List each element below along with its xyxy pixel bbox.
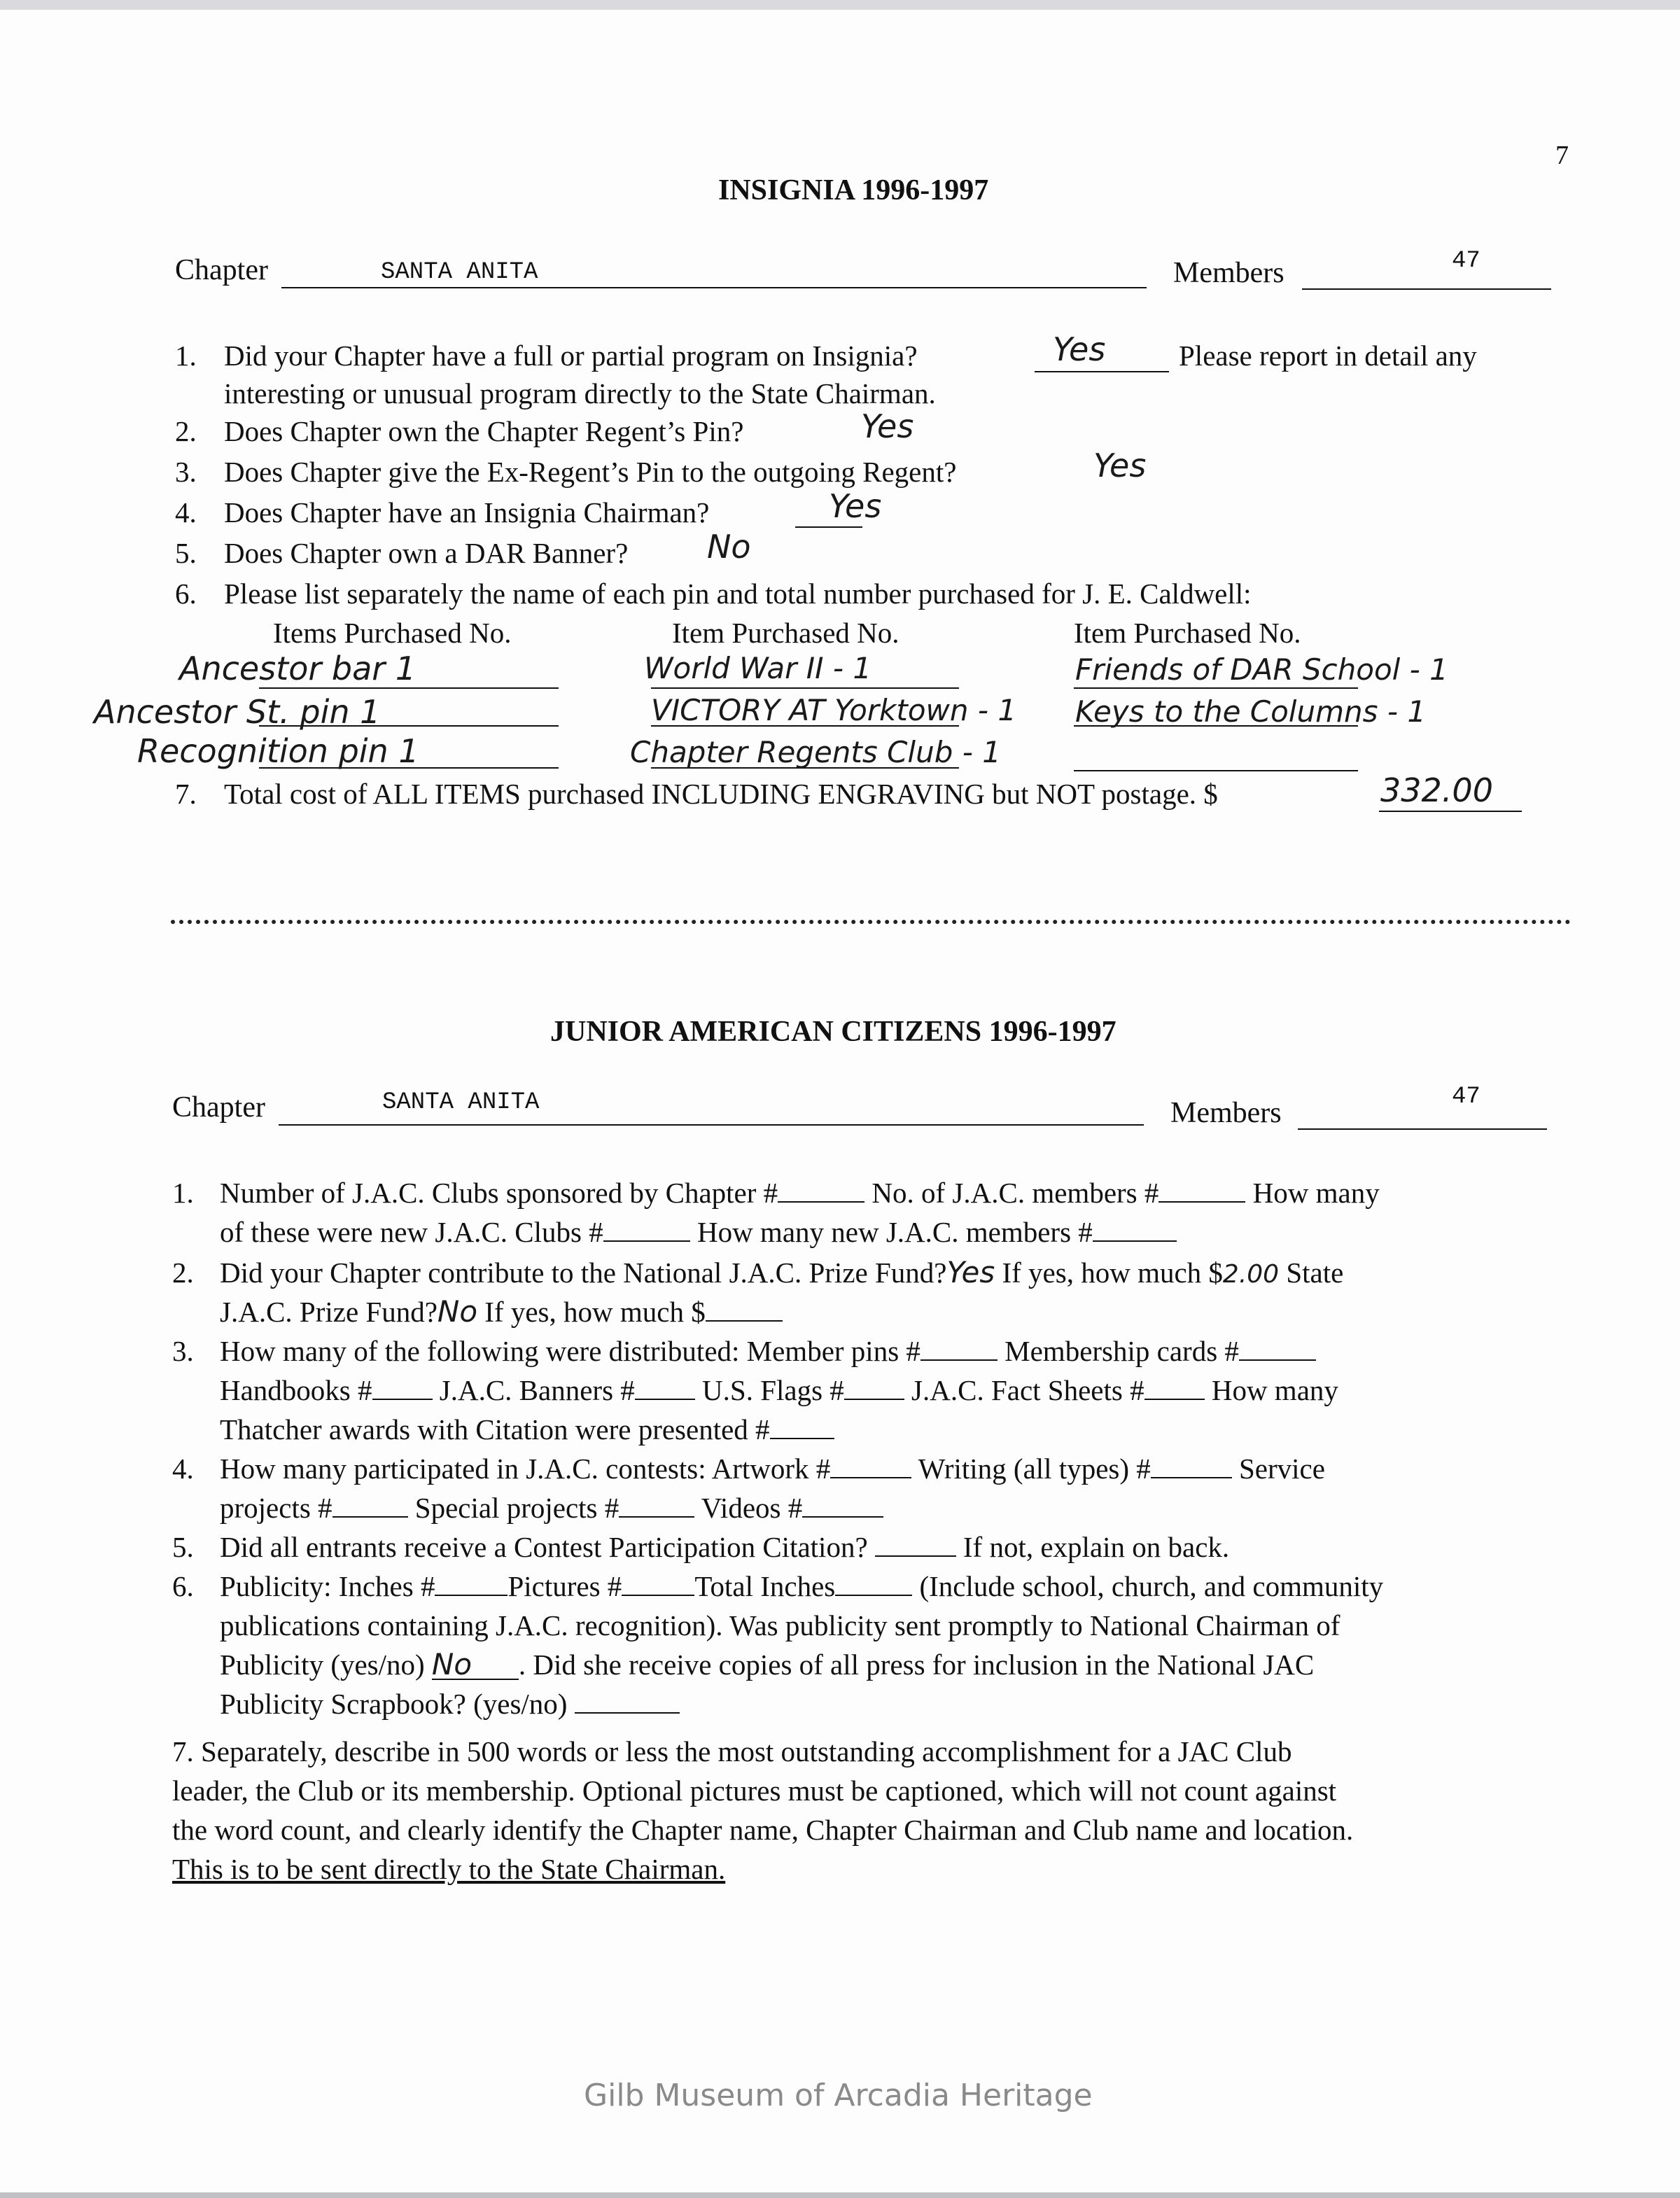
jac-q1-line2 [220, 1212, 1177, 1252]
jac-q2-line2 [220, 1292, 783, 1331]
jac-chapter-label: Chapter [172, 1091, 265, 1124]
jac-q2-answer-yes: Yes [946, 1255, 995, 1289]
insignia-col3-line [1074, 770, 1358, 771]
jac-q3a-text: How many of the following were distributed: Member pins # [220, 1335, 920, 1367]
insignia-q4-text: Does Chapter have an Insignia Chairman? [224, 496, 710, 528]
insignia-q2-number: 2. [175, 415, 197, 447]
insignia-q5-answer: No [707, 528, 751, 566]
jac-q1c-text: How many [1252, 1177, 1380, 1209]
jac-q1a-text: Number of J.A.C. Clubs sponsored by Chapter # [220, 1177, 778, 1209]
jac-q3-factsheets-blank [1144, 1378, 1205, 1400]
jac-q4e-text: Special projects # [414, 1492, 620, 1524]
jac-q4-line2 [220, 1488, 883, 1527]
insignia-q5-text: Does Chapter own a DAR Banner? [224, 537, 629, 569]
insignia-q1-text-line2: interesting or unusual program directly to the State Chairman. [224, 377, 936, 410]
jac-q6-total-blank [835, 1574, 912, 1596]
jac-q3f-text: J.A.C. Fact Sheets # [911, 1374, 1144, 1406]
jac-q3-pins-blank [920, 1338, 997, 1361]
jac-q3h-text: Thatcher awards with Citation were presented # [220, 1413, 770, 1446]
jac-q5b-text: If not, explain on back. [962, 1531, 1230, 1563]
insignia-col3-line [1074, 687, 1358, 689]
insignia-q2-answer: Yes [861, 407, 914, 445]
jac-q3c-text: Handbooks # [220, 1374, 372, 1406]
insignia-col1-header: Items Purchased No. [273, 617, 512, 649]
jac-q6-pictures-blank [622, 1574, 694, 1596]
insignia-q7-number: 7. [175, 778, 197, 810]
jac-q2b-text: If yes, how much $ [1002, 1256, 1223, 1289]
jac-q1d-text: of these were new J.A.C. Clubs # [220, 1216, 603, 1248]
insignia-q7-answer-line [1379, 811, 1522, 812]
jac-q3b-text: Membership cards # [1004, 1335, 1239, 1367]
jac-q7c-text: the word count, and clearly identify the Chapter name, Chapter Chairman and Club name and location. [172, 1814, 1354, 1846]
jac-q2-answer-no: No [437, 1294, 478, 1329]
jac-q3-handbooks-blank [372, 1378, 433, 1400]
jac-q7d-text: This is to be sent directly to the State Chairman. [172, 1853, 726, 1885]
jac-q1-new-members-blank [1093, 1219, 1177, 1242]
jac-q7-line1 [172, 1732, 1292, 1771]
jac-q7-number: 7. [172, 1735, 194, 1768]
insignia-chapter-label: Chapter [175, 254, 268, 286]
insignia-q3-number: 3. [175, 456, 197, 488]
jac-q1e-text: How many new J.A.C. members # [696, 1216, 1093, 1248]
jac-q4a-text: How many participated in J.A.C. contests: Artwork # [220, 1452, 831, 1485]
jac-members-value: 47 [1452, 1084, 1480, 1110]
jac-members-line [1298, 1128, 1547, 1130]
insignia-q1-answer-line [1035, 371, 1169, 372]
insignia-q3-text: Does Chapter give the Ex-Regent’s Pin to the outgoing Regent? [224, 456, 957, 488]
jac-q3g-text: How many [1211, 1374, 1338, 1406]
insignia-members-label: Members [1173, 257, 1284, 289]
jac-q6-number: 6. [172, 1570, 194, 1602]
jac-q2-amount: 2.00 [1222, 1260, 1280, 1289]
jac-q6b-text: Pictures # [507, 1570, 622, 1602]
jac-q3-line2 [220, 1371, 1338, 1410]
jac-title: JUNIOR AMERICAN CITIZENS 1996-1997 [550, 1016, 1116, 1048]
jac-q3-number: 3. [172, 1335, 194, 1367]
museum-watermark: Gilb Museum of Arcadia Heritage [584, 2078, 1093, 2113]
jac-q6h-text: Publicity Scrapbook? (yes/no) [220, 1688, 568, 1720]
jac-q3-cards-blank [1239, 1338, 1316, 1361]
jac-q4f-text: Videos # [701, 1492, 803, 1524]
jac-q6a-text: Publicity: Inches # [220, 1570, 435, 1602]
insignia-q7-answer: 332.00 [1380, 771, 1493, 809]
insignia-col2-item: VICTORY AT Yorktown - 1 [651, 693, 1017, 727]
jac-q4-number: 4. [172, 1452, 194, 1485]
jac-q1-members-blank [1158, 1180, 1245, 1203]
jac-q4c-text: Service [1239, 1452, 1325, 1485]
jac-q2e-text: If yes, how much $ [484, 1296, 706, 1328]
insignia-chapter-value: SANTA ANITA [381, 259, 538, 286]
jac-q7b-text: leader, the Club or its membership. Optional pictures must be captioned, which will not count against [172, 1774, 1337, 1807]
section-divider [171, 920, 1571, 924]
insignia-q7-text: Total cost of ALL ITEMS purchased INCLUDING ENGRAVING but NOT postage. $ [224, 778, 1218, 810]
scan-bottom-edge [0, 2192, 1680, 2198]
jac-q4b-text: Writing (all types) # [918, 1452, 1151, 1485]
insignia-q1-answer: Yes [1053, 330, 1106, 368]
insignia-q3-answer: Yes [1093, 447, 1147, 484]
jac-q5-blank [875, 1534, 956, 1557]
jac-q5-number: 5. [172, 1531, 194, 1563]
jac-q1-number: 1. [172, 1177, 194, 1209]
insignia-col2-line [651, 687, 959, 689]
jac-q1b-text: No. of J.A.C. members # [872, 1177, 1159, 1209]
insignia-col1-item: Recognition pin 1 [137, 732, 419, 770]
jac-q4-service-blank [332, 1495, 408, 1518]
jac-q4-line1 [220, 1449, 1325, 1488]
jac-q6-inches-blank [435, 1574, 507, 1596]
insignia-col3-header: Item Purchased No. [1074, 617, 1301, 649]
jac-q4-artwork-blank [830, 1456, 911, 1478]
jac-chapter-value: SANTA ANITA [382, 1089, 540, 1116]
jac-q5-line1 [220, 1527, 1229, 1567]
insignia-col3-item: Friends of DAR School - 1 [1075, 652, 1448, 687]
insignia-q1-number: 1. [175, 340, 197, 372]
insignia-q1-tail: Please report in detail any [1179, 340, 1477, 372]
jac-q6-line4 [220, 1684, 680, 1723]
jac-q6e-text: publications containing J.A.C. recognition). Was publicity sent promptly to National Chairman of [220, 1609, 1340, 1642]
jac-q6c-text: Total Inches [694, 1570, 836, 1602]
page-number: 7 [1555, 141, 1569, 170]
insignia-col1-item: Ancestor bar 1 [179, 650, 416, 687]
jac-q2d-text: J.A.C. Prize Fund? [220, 1296, 438, 1328]
jac-q6-scrapbook-blank [575, 1691, 680, 1714]
jac-q3-line3 [220, 1410, 834, 1449]
insignia-col2-item: World War II - 1 [644, 651, 872, 685]
jac-q1-line1 [220, 1173, 1380, 1212]
jac-q3d-text: J.A.C. Banners # [439, 1374, 635, 1406]
insignia-members-value: 47 [1452, 248, 1480, 274]
jac-q2c-text: State [1286, 1256, 1344, 1289]
insignia-q4-number: 4. [175, 496, 197, 528]
jac-q2-line1 [220, 1253, 1343, 1294]
jac-q4-special-blank [619, 1495, 694, 1518]
jac-q1-new-clubs-blank [603, 1219, 690, 1242]
insignia-col3-item: Keys to the Columns - 1 [1075, 694, 1427, 729]
jac-q2-state-amount-blank [706, 1299, 783, 1322]
jac-q3-flags-blank [844, 1378, 904, 1400]
jac-q3-line1 [220, 1331, 1316, 1371]
insignia-members-line [1302, 288, 1551, 290]
jac-q3-banners-blank [635, 1378, 695, 1400]
jac-q2-number: 2. [172, 1256, 194, 1289]
jac-q6d-text: (Include school, church, and community [919, 1570, 1384, 1602]
jac-q3-thatcher-blank [770, 1417, 834, 1439]
insignia-col2-item: Chapter Regents Club - 1 [630, 735, 1001, 769]
insignia-col1-line [259, 687, 559, 689]
insignia-col1-item: Ancestor St. pin 1 [94, 693, 381, 731]
insignia-q4-answer-line [795, 526, 862, 528]
jac-q3e-text: U.S. Flags # [702, 1374, 844, 1406]
jac-q2a-text: Did your Chapter contribute to the National J.A.C. Prize Fund? [220, 1256, 947, 1289]
jac-members-label: Members [1170, 1097, 1282, 1129]
insignia-q5-number: 5. [175, 537, 197, 569]
insignia-col2-header: Item Purchased No. [672, 617, 899, 649]
jac-q6-answer: No [432, 1651, 519, 1680]
jac-chapter-line [279, 1124, 1144, 1126]
insignia-q4-answer: Yes [829, 487, 882, 525]
jac-q6-line3 [220, 1645, 1314, 1684]
jac-q4-videos-blank [802, 1495, 883, 1518]
jac-q4-writing-blank [1151, 1456, 1232, 1478]
insignia-title: INSIGNIA 1996-1997 [718, 174, 989, 206]
insignia-q1-text: Did your Chapter have a full or partial program on Insignia? [224, 340, 918, 372]
scan-top-edge [0, 0, 1680, 10]
insignia-chapter-line [281, 287, 1147, 288]
insignia-q6-number: 6. [175, 578, 197, 610]
insignia-q2-text: Does Chapter own the Chapter Regent’s Pin? [224, 415, 744, 447]
jac-q7a-text: Separately, describe in 500 words or less the most outstanding accomplishment for a JAC Club [201, 1735, 1292, 1768]
jac-q5a-text: Did all entrants receive a Contest Participation Citation? [220, 1531, 868, 1563]
jac-q6-line1 [220, 1567, 1383, 1606]
jac-q6f-text: Publicity (yes/no) [220, 1648, 425, 1681]
insignia-q6-text: Please list separately the name of each pin and total number purchased for J. E. Caldwell: [224, 578, 1252, 610]
jac-q6g-text: . Did she receive copies of all press for inclusion in the National JAC [518, 1648, 1315, 1681]
jac-q4d-text: projects # [220, 1492, 332, 1524]
jac-q1-clubs-blank [778, 1180, 864, 1203]
